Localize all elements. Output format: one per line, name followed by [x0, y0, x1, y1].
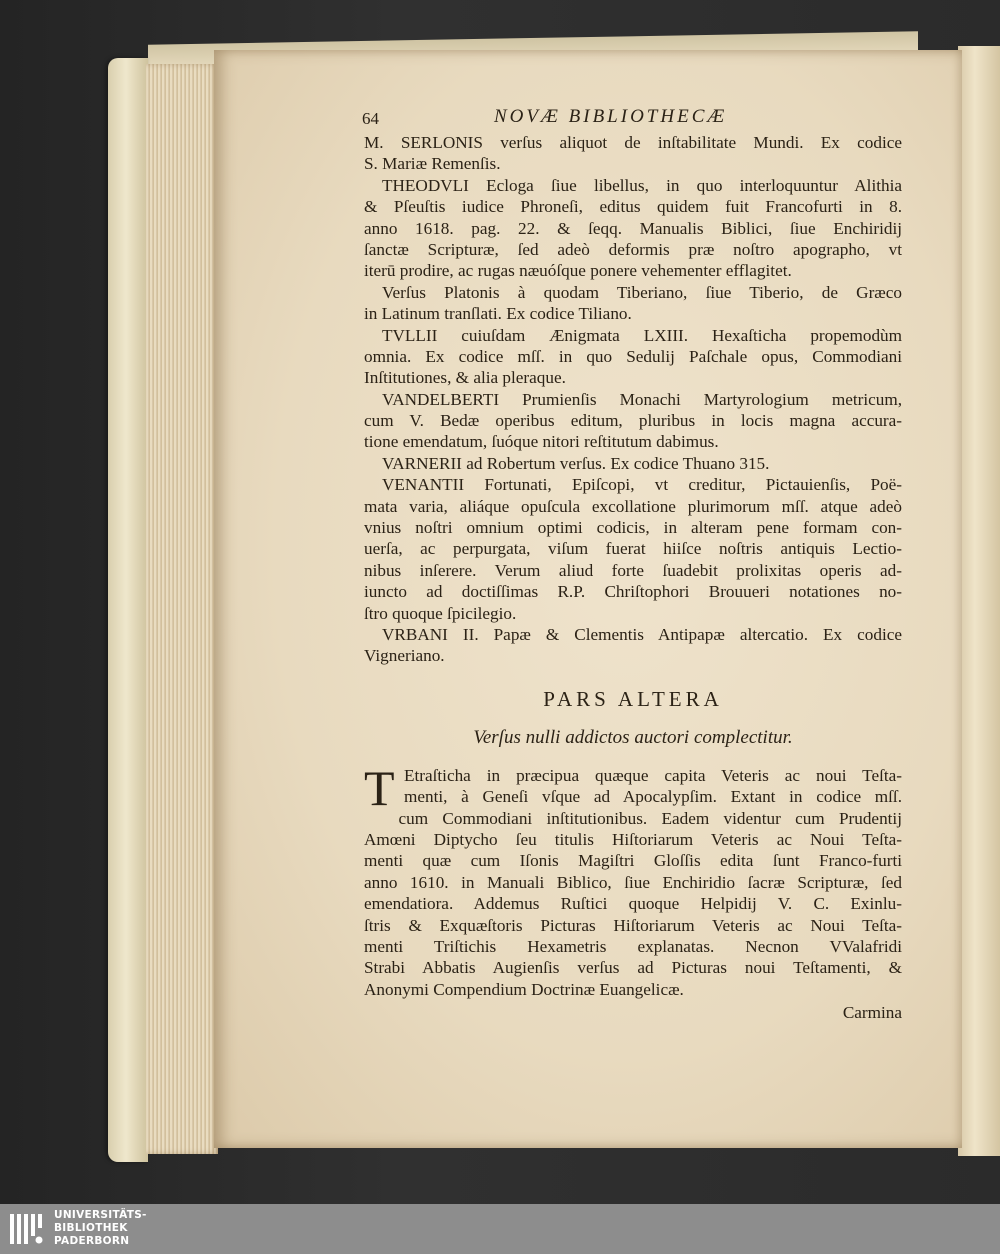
library-name-line: UNIVERSITÄTS-: [54, 1209, 147, 1221]
text-line: & Pſeuſtis iudice Phroneſi, editus quidem fuit Francofurti in 8.: [364, 197, 902, 217]
text-line: Strabi Abbatis Augienſis verſus ad Picturas noui Teſtamenti, &: [364, 958, 902, 978]
page-edges-right: [958, 46, 1000, 1156]
library-name-line: BIBLIOTHEK: [54, 1222, 128, 1234]
running-title: NOVÆ BIBLIOTHECÆ: [494, 106, 728, 127]
library-footer-bar: [0, 1204, 1000, 1254]
library-name: [54, 1209, 147, 1248]
text-line: emendatiora. Addemus Ruſtici quoque Helpidij V. C. Exinlu-: [364, 894, 902, 914]
text-line: Etraſticha in præcipua quæque capita Veteris ac noui Teſta-: [404, 765, 902, 785]
text-line: iterū prodire, ac rugas næuóſque ponere vehementer efflagitet.: [364, 261, 792, 281]
text-line: uerſa, ac perpurgata, viſum fuerat hiiſce noſtris antiquis Lectio-: [364, 539, 902, 559]
page-text: [364, 106, 902, 1024]
text-line: nibus inſerere. Verum aliud forte ſuadebit prolixitas operis ad-: [364, 560, 902, 580]
text-line: Amœni Diptycho ſeu titulis Hiſtoriarum Veteris ac Noui Teſta-: [364, 829, 902, 849]
page-edges-left: [146, 64, 218, 1154]
text-line: omnia. Ex codice mſſ. in quo Sedulij Paſchale opus, Commodiani: [364, 346, 902, 366]
text-line: iuncto ad doctiſſimas R.P. Chriſtophori Brouueri notationes no-: [364, 582, 902, 602]
text-line: VANDELBERTI Prumienſis Monachi Martyrologium metricum,: [382, 389, 902, 409]
text-line: mata varia, aliáque opuſcula excollatione plurimorum mſſ. atque adeò: [364, 496, 902, 516]
text-line: ſanctæ Scripturæ, ſed adeò deformis præ noſtro apographo, vt: [364, 239, 902, 259]
text-line: menti quæ cum Iſonis Magiſtri Gloſſis edita ſunt Franco-furti: [364, 851, 902, 871]
text-line: in Latinum tranſlati. Ex codice Tiliano.: [364, 304, 632, 324]
catchword: Carmina: [842, 1003, 902, 1023]
text-line: vnius noſtri omnium optimi codicis, in alteram pene formam con-: [364, 518, 902, 538]
text-line: THEODVLI Ecloga ſiue libellus, in quo interloquuntur Alithia: [382, 175, 902, 195]
text-line: cum V. Bedæ operibus editum, pluribus in locis magna accura-: [364, 411, 902, 431]
page-number: 64: [362, 109, 379, 128]
text-line: VARNERII ad Robertum verſus. Ex codice Thuano 315.: [382, 453, 770, 473]
section-subtitle: Verſus nulli addictos auctori complectitur.: [473, 726, 793, 748]
text-line: VENANTII Fortunati, Epiſcopi, vt creditur, Pictauienſis, Poë-: [382, 475, 902, 495]
text-line: Inſtitutiones, & alia pleraque.: [364, 368, 566, 388]
text-line: VRBANI II. Papæ & Clementis Antipapæ altercatio. Ex codice: [382, 624, 902, 644]
library-logo-icon: [8, 1210, 46, 1248]
text-line: Verſus Platonis à quodam Tiberiano, ſiue Tiberio, de Græco: [382, 282, 902, 302]
text-line: cum Commodiani inſtitutionibus. Eadem videntur cum Prudentij: [398, 808, 902, 828]
section-title: PARS ALTERA: [543, 686, 723, 711]
entries-list: [364, 132, 902, 667]
text-line: anno 1618. pag. 22. & ſeqq. Manualis Biblici, ſiue Enchiridij: [364, 218, 902, 238]
library-name-line: PADERBORN: [54, 1235, 130, 1247]
text-line: S. Mariæ Remenſis.: [364, 154, 501, 174]
text-line: menti Triſtichis Hexametris explanatas. Necnon VValafridi: [364, 936, 902, 956]
text-line: Vigneriano.: [364, 646, 445, 666]
text-line: M. SERLONIS verſus aliquot de inſtabilitate Mundi. Ex codice: [364, 133, 902, 152]
text-line: Anonymi Compendium Doctrinæ Euangelicæ.: [364, 979, 684, 999]
text-line: anno 1610. in Manuali Biblico, ſiue Enchiridio ſacræ Scripturæ, ſed: [364, 872, 902, 892]
text-line: TVLLII cuiuſdam Ænigmata LXIII. Hexaſticha propemodùm: [382, 325, 902, 345]
text-line: ſtro quoque ſpicilegio.: [364, 603, 517, 623]
text-line: tione emendatum, ſuóque nitori reſtitutum dabimus.: [364, 432, 719, 452]
second-paragraph: [364, 759, 902, 1000]
running-head: [364, 106, 902, 132]
drop-capital: T: [364, 759, 395, 816]
vellum-binding: [108, 58, 148, 1162]
text-line: menti, à Geneſi vſque ad Apocalypſim. Extant in codice mſſ.: [404, 787, 902, 807]
text-line: ſtris & Exquæſtoris Picturas Hiſtoriarum Veteris ac Noui Teſta-: [364, 915, 902, 935]
